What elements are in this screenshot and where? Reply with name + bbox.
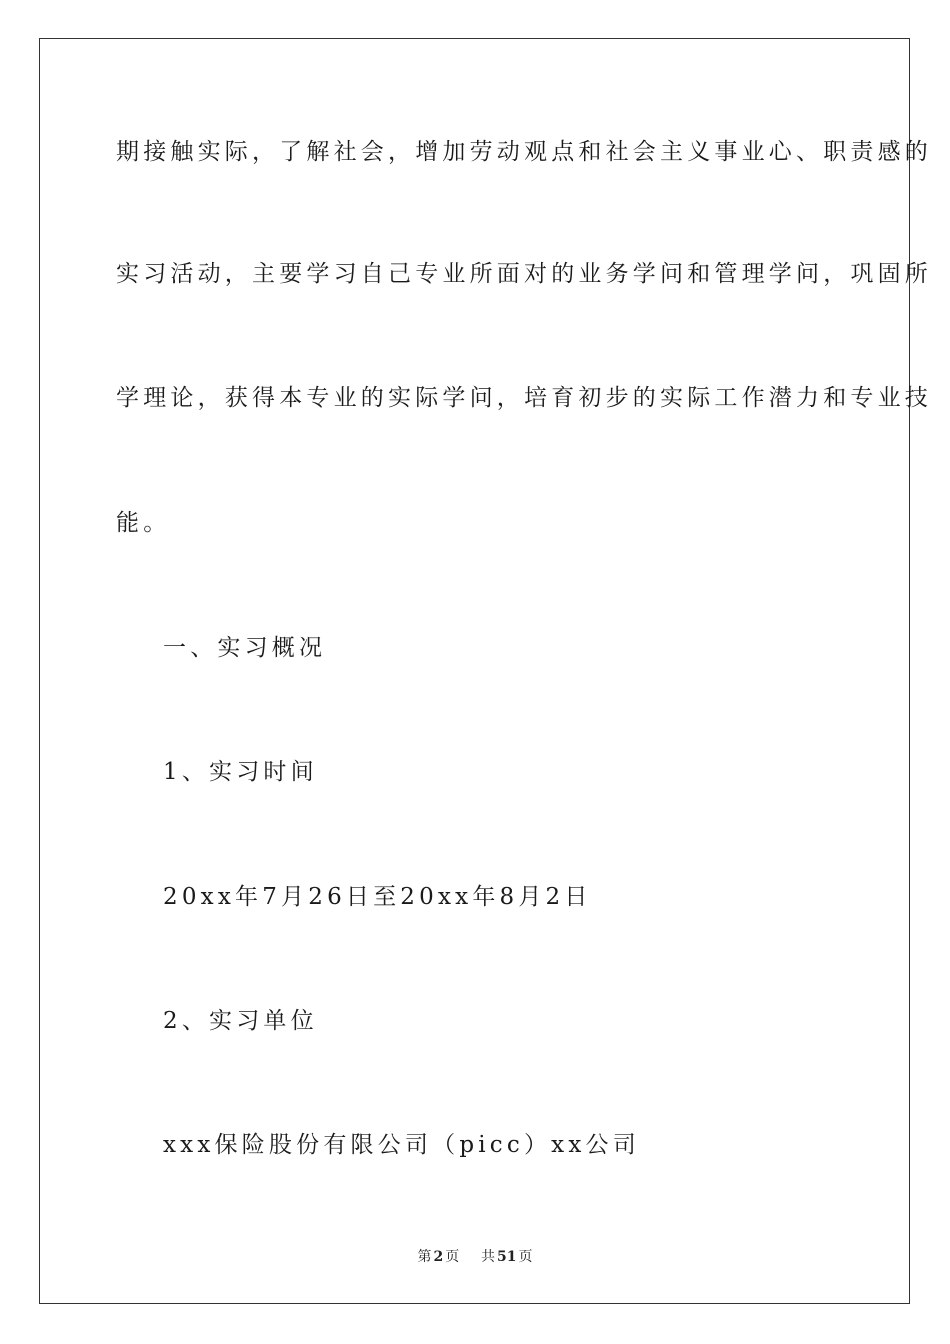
item2-value: xxx保险股份有限公司（picc）xx公司 (163, 1132, 640, 1158)
page-border (39, 38, 910, 1304)
section-heading: 一、实习概况 (163, 635, 327, 661)
paragraph-line-1: 期接触实际，了解社会，增加劳动观点和社会主义事业心、职责感的 (116, 139, 932, 165)
paragraph-line-2: 实习活动，主要学习自己专业所面对的业务学问和管理学问，巩固所 (116, 261, 932, 287)
footer-total-suffix: 页 (518, 1249, 533, 1265)
page-footer (0, 1246, 950, 1266)
paragraph-line-4: 能。 (116, 510, 171, 536)
footer-page-number: 2 (433, 1249, 444, 1265)
footer-total-pages: 51 (497, 1249, 517, 1265)
item1-value: 20xx年7月26日至20xx年8月2日 (163, 884, 592, 910)
footer-page-prefix: 第 (417, 1249, 432, 1265)
footer-total-prefix: 共 (481, 1249, 496, 1265)
item2-heading: 2、实习单位 (163, 1008, 318, 1034)
footer-page-suffix: 页 (445, 1249, 460, 1265)
paragraph-line-3: 学理论，获得本专业的实际学问，培育初步的实际工作潜力和专业技 (116, 385, 932, 411)
item1-heading: 1、实习时间 (163, 759, 318, 785)
